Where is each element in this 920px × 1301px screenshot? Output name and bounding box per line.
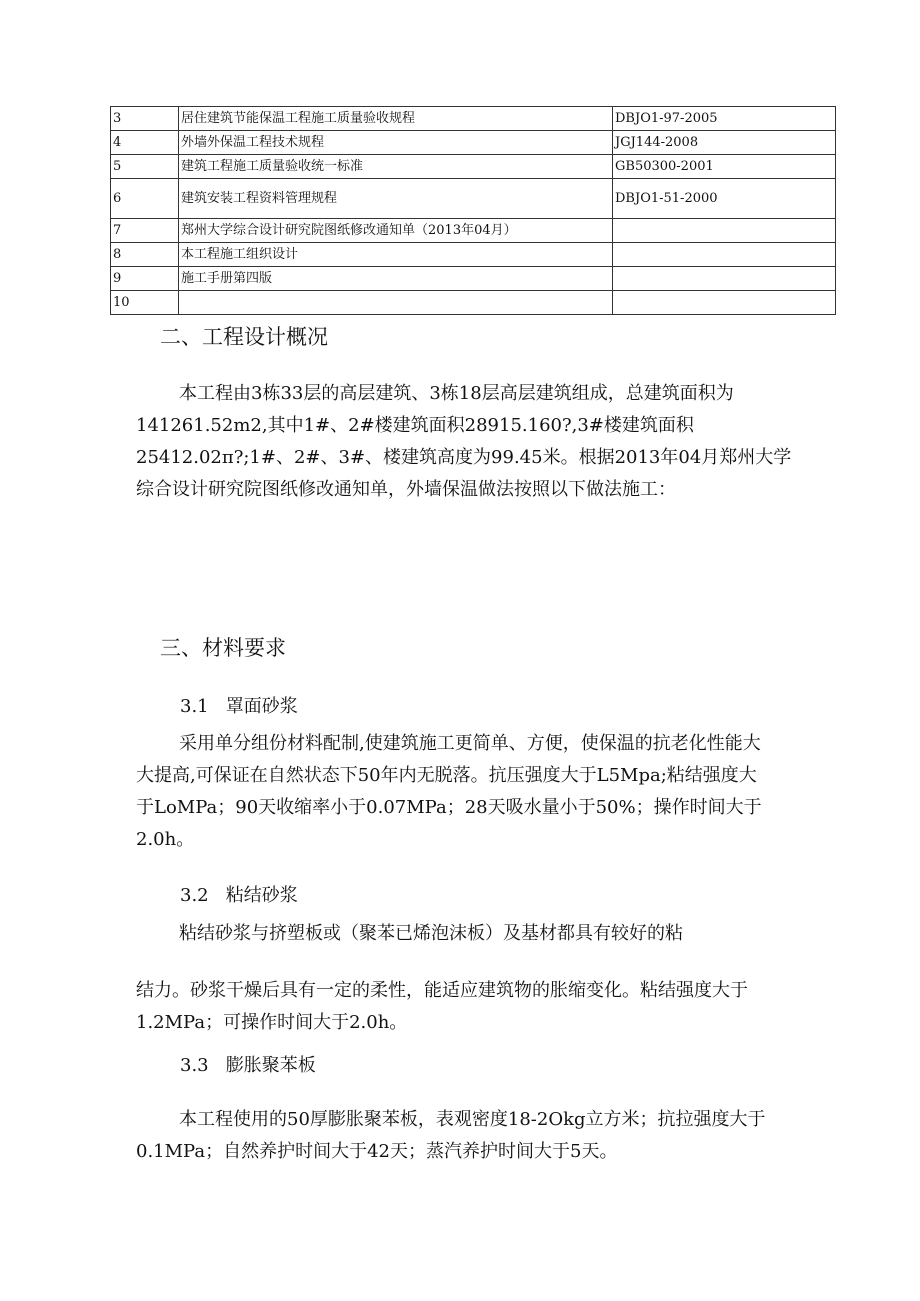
- standard-name: 外墙外保温工程技术规程: [179, 131, 613, 155]
- standard-name: 郑州大学综合设计研究院图纸修改通知单（2013年04月）: [179, 219, 613, 243]
- subsection-3-2-heading: [180, 883, 298, 909]
- table-row: [111, 179, 836, 219]
- paragraph-line: 采用单分组份材料配制,使建筑施工更简单、方便，使保温的抗老化性能大: [179, 733, 761, 754]
- paragraph-line: 大提高,可保证在自然状态下50年内无脱落。抗压强度大于L5Mpa;粘结强度大: [136, 765, 757, 786]
- row-number: 9: [111, 267, 179, 291]
- section-2-heading: 二、工程设计概况: [160, 325, 328, 349]
- subsection-title: 膨胀聚苯板: [225, 1055, 316, 1076]
- standard-code: JGJ144-2008: [613, 131, 836, 155]
- subsection-title: 罩面砂浆: [225, 696, 298, 717]
- paragraph-line: 2.0h。: [136, 829, 195, 850]
- subsection-3-3-paragraph: [136, 1104, 846, 1168]
- table-row: [111, 107, 836, 131]
- paragraph-line: 于LoMPa；90天收缩率小于0.07MPa；28天吸水量小于50%；操作时间大于: [136, 797, 762, 818]
- table-row: [111, 291, 836, 315]
- standard-name: 施工手册第四版: [179, 267, 613, 291]
- row-number: 5: [111, 155, 179, 179]
- paragraph-line: 本工程由3栋33层的高层建筑、3栋18层高层建筑组成，总建筑面积为: [179, 383, 734, 404]
- subsection-number: 3.2: [180, 885, 209, 906]
- standard-name: 本工程施工组织设计: [179, 243, 613, 267]
- section-3-heading: 三、材料要求: [160, 636, 286, 660]
- row-number: 4: [111, 131, 179, 155]
- paragraph-line: 1.2MPa；可操作时间大于2.0h。: [136, 1012, 408, 1033]
- standard-code: DBJO1-51-2000: [613, 179, 836, 219]
- standard-name: 建筑安装工程资料管理规程: [179, 179, 613, 219]
- standard-name: [179, 291, 613, 315]
- subsection-number: 3.1: [180, 696, 209, 717]
- paragraph-line: 综合设计研究院图纸修改通知单，外墙保温做法按照以下做法施工：: [136, 479, 676, 500]
- paragraph-line: 本工程使用的50厚膨胀聚苯板，表观密度18-2Okg立方米；抗拉强度大于: [179, 1109, 766, 1130]
- table-row: [111, 219, 836, 243]
- standard-code: DBJO1-97-2005: [613, 107, 836, 131]
- section-2-paragraph: [136, 378, 846, 506]
- paragraph-line: 粘结砂浆与挤塑板或（聚苯已烯泡沫板）及基材都具有较好的粘: [179, 923, 683, 944]
- table-row: [111, 131, 836, 155]
- standard-code: GB50300-2001: [613, 155, 836, 179]
- standard-name: 居住建筑节能保温工程施工质量验收规程: [179, 107, 613, 131]
- paragraph-line: 结力。砂浆干燥后具有一定的柔性，能适应建筑物的胀缩变化。粘结强度大于: [136, 980, 748, 1001]
- table-row: [111, 243, 836, 267]
- row-number: 8: [111, 243, 179, 267]
- standard-code: [613, 267, 836, 291]
- subsection-3-2-paragraph-a: [136, 918, 846, 950]
- standards-table: [110, 106, 836, 315]
- paragraph-line: 141261.52m2,其中1#、2#楼建筑面积28915.160?,3#楼建筑面积: [136, 415, 694, 436]
- row-number: 3: [111, 107, 179, 131]
- subsection-3-2-paragraph-b: [136, 975, 846, 1039]
- standard-code: [613, 219, 836, 243]
- row-number: 10: [111, 291, 179, 315]
- subsection-title: 粘结砂浆: [225, 885, 298, 906]
- subsection-3-3-heading: [180, 1053, 316, 1079]
- subsection-3-1-paragraph: [136, 728, 846, 856]
- standard-code: [613, 291, 836, 315]
- standard-name: 建筑工程施工质量验收统一标准: [179, 155, 613, 179]
- paragraph-line: 25412.02π?;1#、2#、3#、楼建筑高度为99.45米。根据2013年04月郑州大学: [136, 447, 792, 468]
- row-number: 6: [111, 179, 179, 219]
- paragraph-line: 0.1MPa；自然养护时间大于42天；蒸汽养护时间大于5天。: [136, 1141, 618, 1162]
- table-row: [111, 267, 836, 291]
- table-row: [111, 155, 836, 179]
- standard-code: [613, 243, 836, 267]
- subsection-number: 3.3: [180, 1055, 209, 1076]
- row-number: 7: [111, 219, 179, 243]
- subsection-3-1-heading: [180, 694, 298, 720]
